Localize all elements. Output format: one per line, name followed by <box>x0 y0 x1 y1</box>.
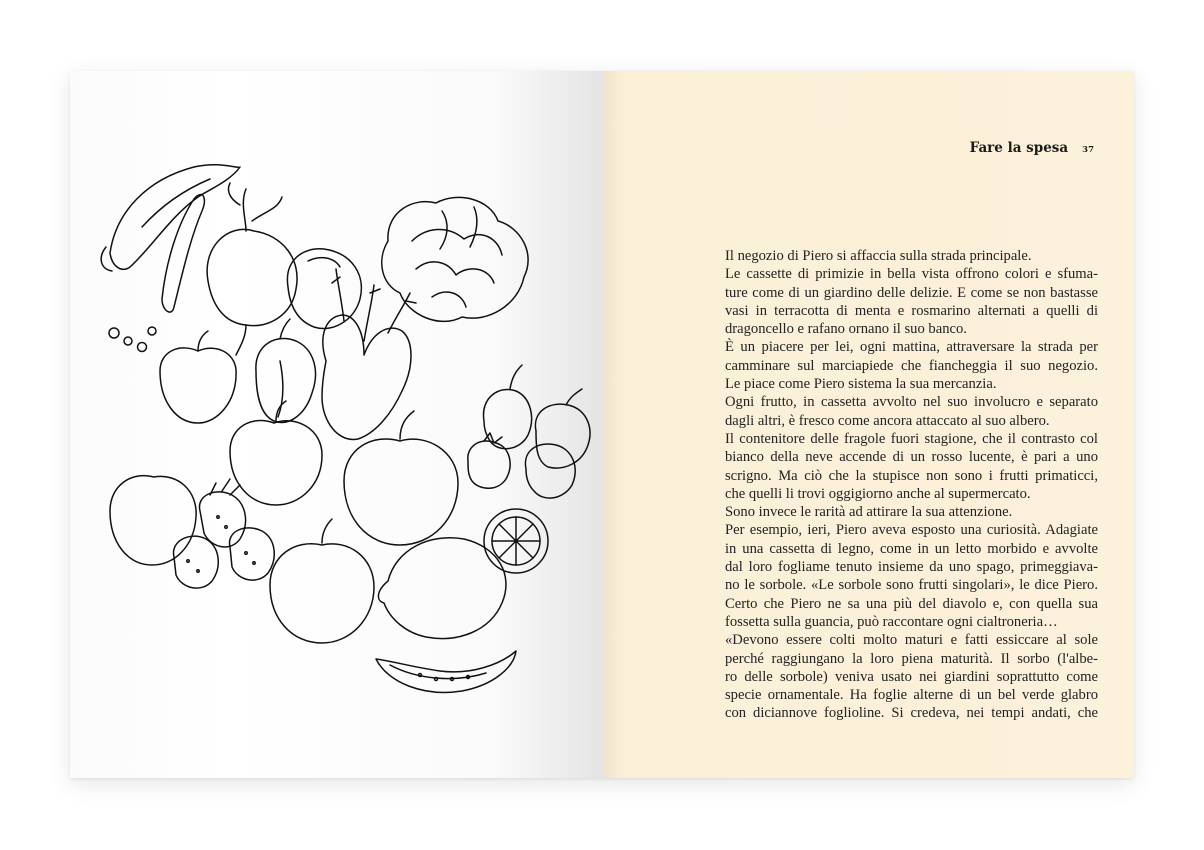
text-line: fossetta sulla guancia, può raccontare ogni cialtroneria… <box>725 613 1058 630</box>
text-line: specie ornamentale. Ha foglie alterne di un bel verde glabro <box>725 687 1098 704</box>
text-line: dal loro fogliame tenuto insieme da uno spago, primeggiava- <box>725 559 1098 576</box>
text-line: Certo che Piero ne sa una più del diavolo e, con quella sua <box>725 595 1098 612</box>
text-line: con diciannove foglioline. Si credeva, nei tempi andati, che <box>725 705 1098 722</box>
text-line: vasi in terracotta di menta e rosmarino alternati a quelli di <box>725 302 1098 319</box>
onion-drawing <box>483 365 589 498</box>
text-line: Il contenitore delle fragole fuori stagione, che il contrasto col <box>725 430 1098 447</box>
running-head <box>970 140 1094 156</box>
cabbage-drawing <box>382 197 528 321</box>
fruit-vegetable-illustration <box>70 71 603 778</box>
tomato-drawing <box>468 433 510 488</box>
text-line: ro delle sorbole) veniva usato nei giardini soprattutto come <box>725 668 1098 685</box>
text-line: «Devono essere colti molto maturi e fatti essiccare al sole <box>725 632 1098 649</box>
text-line: no le sorbole. «Le sorbole sono frutti singolari», le dice Piero. <box>725 577 1098 594</box>
text-line: Ogni frutto, in cassetta avvolto nel suo involucro e separato <box>725 394 1098 411</box>
melon-slice-drawing <box>376 651 516 692</box>
text-line: che quelli li trovi oggigiorno anche al supermercato. <box>725 485 1031 502</box>
text-line: È un piacere per lei, ogni mattina, attraversare la strada per <box>725 339 1098 356</box>
text-line: ture come di un giardino delle delizie. E come se non bastasse <box>725 284 1098 301</box>
apple-drawing <box>110 331 458 643</box>
text-line: Sono invece le rarità ad attirare la sua attenzione. <box>725 504 1013 521</box>
text-line: Il negozio di Piero si affaccia sulla strada principale. <box>725 248 1032 264</box>
text-line: camminare sul marciapiede che fiancheggia il suo negozio. <box>725 357 1098 374</box>
text-line: dagli altri, è fresco come ancora attaccato al suo albero. <box>725 412 1050 429</box>
chapter-title: Fare la spesa <box>969 140 1069 156</box>
text-line: perché raggiungano la loro piena maturità. Il sorbo (l'albe- <box>725 650 1098 667</box>
text-line: dragoncello e rafano ornano il suo banco. <box>725 321 967 338</box>
fig-drawing <box>256 319 316 422</box>
text-line: Per esempio, ieri, Piero aveva esposto una curiosità. Adagiate <box>725 522 1098 539</box>
body-text <box>725 247 1098 723</box>
left-page <box>70 71 603 778</box>
text-line: Le cassette di primizie in bella vista offrono colori e sfuma- <box>725 266 1098 283</box>
turnip-drawing <box>207 183 361 355</box>
text-line: bianco della neve accende di un rosso lucente, è pari a uno <box>725 449 1098 466</box>
book-spread <box>70 71 1134 778</box>
text-line: in una cassetta di legno, come in un letto morbido e avvolte <box>725 540 1098 557</box>
lemon-drawing <box>378 509 548 639</box>
pea-pod-drawing <box>101 165 240 352</box>
text-line: scrigno. Ma ciò che la stupisce non sono i frutti primaticci, <box>725 467 1098 484</box>
text-line: Le piace come Piero sistema la sua mercanzia. <box>725 376 997 393</box>
page-number: 37 <box>1082 145 1094 155</box>
strawberry-drawing <box>173 479 274 588</box>
fennel-drawing <box>322 269 416 439</box>
right-page <box>603 71 1134 778</box>
